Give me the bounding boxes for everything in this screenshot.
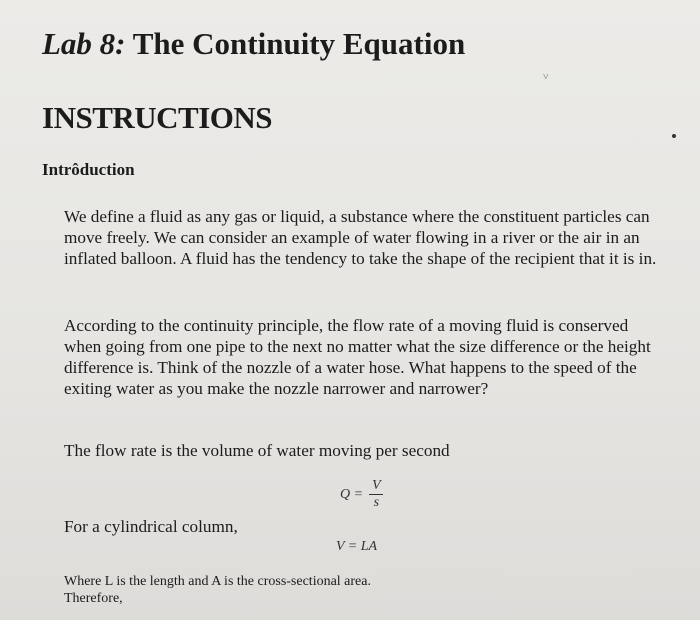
formula-q-denominator: s [373, 495, 380, 510]
formula-volume: V = LA [336, 539, 378, 554]
paragraph-flow-rate: The flow rate is the volume of water moving per second [64, 441, 450, 460]
page-title [42, 26, 465, 62]
stray-dot [672, 134, 676, 138]
formula-q-lhs: Q = [340, 486, 364, 502]
note-definitions [64, 573, 464, 607]
formula-q-numerator: V [372, 478, 381, 493]
title-topic: The Continuity Equation [132, 26, 466, 61]
paragraph-fluid-definition: We define a fluid as any gas or liquid, a substance where the constituent particles can move freely. We can consider an example of water flowing in a river or the air in an inflated balloon. A fluid has the tendency to take the shape of the recipient that it is in. [64, 207, 657, 268]
formula-flow-rate [340, 478, 384, 511]
formula-q-fraction [369, 478, 384, 511]
title-lab-number: Lab 8: [42, 26, 126, 61]
note-line-1: Where L is the length and A is the cross-sectional area. [64, 574, 371, 589]
paragraph-cylindrical-column: For a cylindrical column, [64, 517, 238, 536]
introduction-subheading: Intrôduction [42, 160, 135, 179]
stray-mark: ˅ [543, 72, 549, 83]
note-line-2: Therefore, [64, 591, 123, 606]
instructions-heading: INSTRUCTIONS [42, 100, 273, 135]
paragraph-continuity-principle: According to the continuity principle, the flow rate of a moving fluid is conserved when going from one pipe to the next no matter what the size difference or the height difference is. Think of the nozzle of a water hose. What happens to the speed of the exiting water as you make the nozzle narrower and narrower? [64, 316, 651, 398]
